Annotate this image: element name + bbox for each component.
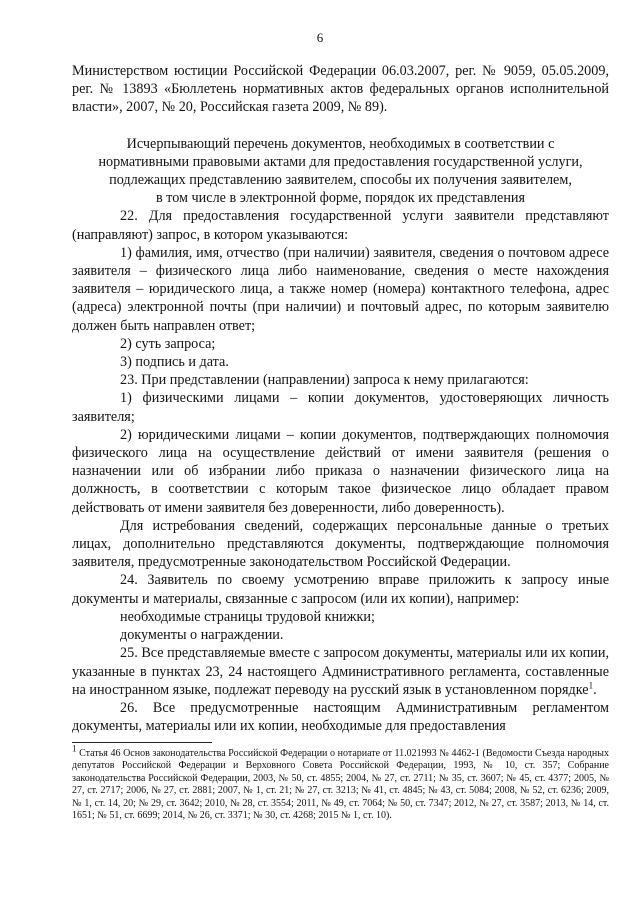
paragraph-23-item-2: 2) юридическими лицами – копии документов, подтверждающих полномочия физического лица на осуществление действий от имени заявителя (решения о назначении или об избрании либо приказа о назначении физического лица на должность, в соответствии с которым такое физическое лицо обладает правом действовать от имени заявителя без доверенности, либо доверенность). [72, 426, 609, 516]
paragraph-23-item-1: 1) физическими лицами – копии документов, удостоверяющих личность заявителя; [72, 390, 609, 425]
footnote-separator [72, 742, 212, 743]
paragraph-25-period: . [593, 681, 597, 698]
page-body [72, 62, 609, 735]
footnote-text: Статья 46 Основ законодательства Российской Федерации о нотариате от 11.021993 № 4462-1 (Ведомости Съезда народных депутатов Российской Федерации и Верховного Совета Российской Федерации, 1993, № 10, ст. 357; Собрание законодательства Российской Федерации, 2003, № 50, ст. 4855; 2004, № 27, ст. 2711; № 35, ст. 3607; № 45, ст. 4377; 2005, № 27, ст. 2717; 2006, № 27, ст. 2881; 2007, № 1, ст. 21; № 27, ст. 3213; № 41, ст. 4845; № 43, ст. 5084; 2008, № 52, ст. 6236; 2009, № 1, ст. 14, 20; № 29, ст. 3642; 2010, № 28, ст. 3554; 2011, № 49, ст. 7064; № 50, ст. 7347; 2012, № 27, ст. 3587; 2013, № 14, ст. 1651; № 51, ст. 6699; 2014, № 26, ст. 3371; № 30, ст. 4268; 2015 № 1, ст. 10). [72, 748, 609, 822]
page-number: 6 [316, 30, 324, 45]
paragraph-22-item-2: 2) суть запроса; [120, 335, 216, 352]
paragraph-23: 23. При представлении (направлении) запроса к нему прилагаются: [120, 372, 529, 389]
heading-line: в том числе в электронной форме, порядок их представления [155, 190, 526, 207]
section-heading [72, 135, 609, 208]
footnote [72, 743, 609, 822]
paragraph-24-item-2: документы о награждении. [120, 627, 284, 644]
paragraph-25-text: 25. Все представляемые вместе с запросом документы, материалы или их копии, указанные в пунктах 23, 24 настоящего Административного регламента, составленные на иностранном языке, подлежат переводу на русский язык в установленном порядке [72, 645, 609, 698]
footnote-reference: 1 [588, 679, 594, 690]
footnote-mark: 1 [72, 743, 77, 754]
heading-line: нормативными правовыми актами для предоставления государственной услуги, [98, 153, 583, 170]
paragraph-24-item-1: необходимые страницы трудовой книжки; [120, 608, 375, 625]
heading-line: подлежащих представлению заявителем, способы их получения заявителем, [109, 172, 572, 189]
paragraph-26: 26. Все предусмотренные настоящим Административным регламентом документы, материалы или их копии, необходимые для предоставления [72, 699, 609, 735]
heading-line: Исчерпывающий перечень документов, необходимых в соответствии с [126, 135, 555, 152]
paragraph-24: 24. Заявитель по своему усмотрению вправе приложить к запросу иные документы и материалы, связанные с запросом (или их копии), например: [72, 572, 609, 607]
paragraph-22-item-1: 1) фамилия, имя, отчество (при наличии) заявителя, сведения о почтовом адресе заявителя – физического лица либо наименование, сведения о месте нахождения заявителя – юридического лица, а также номер (номера) контактного телефона, адрес (адреса) электронной почты (при наличии) и почтовый адрес, по которым заявителю должен быть направлен ответ; [72, 244, 609, 334]
paragraph-22: 22. Для предоставления государственной услуги заявители представляют (направляют) запрос, в котором указываются: [72, 208, 609, 243]
intro-paragraph: Министерством юстиции Российской Федерации 06.03.2007, рег. № 9059, 05.05.2009, рег. № 13893 «Бюллетень нормативных актов федеральных органов исполнительной власти», 2007, № 20, Российская газета 2009, № 89). [72, 63, 609, 116]
paragraph-23-third-parties: Для истребования сведений, содержащих персональные данные о третьих лицах, дополнительно представляются документы, подтверждающие полномочия заявителя, предусмотренные законодательством Российской Федерации. [72, 517, 609, 571]
paragraph-22-item-3: 3) подпись и дата. [120, 354, 229, 371]
paragraph-25 [72, 644, 609, 699]
